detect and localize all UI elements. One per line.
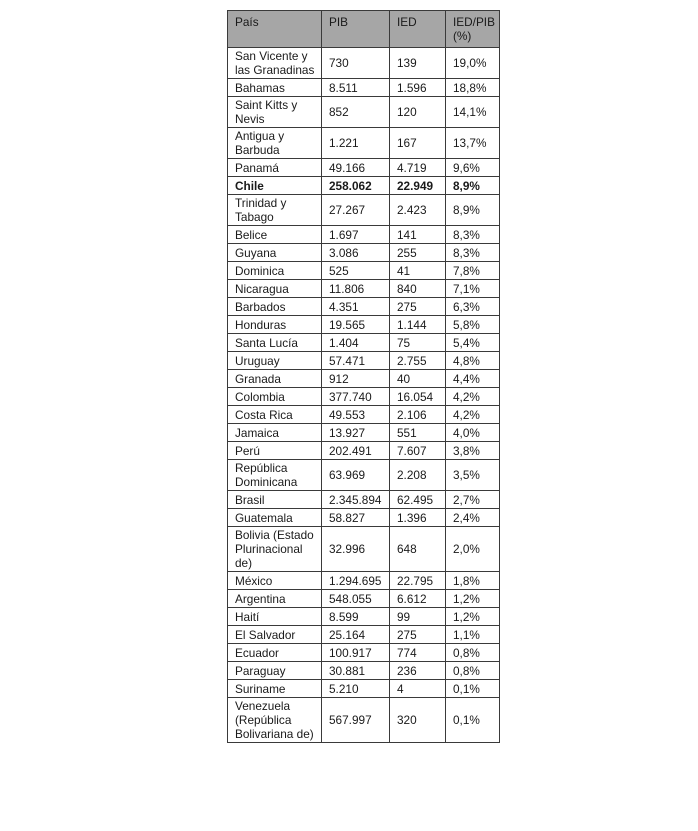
cell-country: Dominica xyxy=(228,262,322,280)
table-row xyxy=(228,262,500,280)
cell-ied: 2.106 xyxy=(390,406,446,424)
cell-country: Venezuela (República Bolivariana de) xyxy=(228,698,322,743)
cell-pib: 1.221 xyxy=(322,128,390,159)
header-ied: IED xyxy=(390,11,446,48)
cell-ied: 139 xyxy=(390,48,446,79)
cell-ied-pib: 4,2% xyxy=(446,406,500,424)
cell-ied-pib: 4,4% xyxy=(446,370,500,388)
cell-pib: 852 xyxy=(322,97,390,128)
cell-pib: 49.553 xyxy=(322,406,390,424)
table-row xyxy=(228,590,500,608)
cell-ied-pib: 3,5% xyxy=(446,460,500,491)
cell-pib: 730 xyxy=(322,48,390,79)
table-header xyxy=(228,11,500,48)
cell-pib: 5.210 xyxy=(322,680,390,698)
cell-country: Perú xyxy=(228,442,322,460)
cell-ied: 167 xyxy=(390,128,446,159)
cell-country: Santa Lucía xyxy=(228,334,322,352)
cell-ied-pib: 1,1% xyxy=(446,626,500,644)
cell-ied-pib: 7,1% xyxy=(446,280,500,298)
cell-ied-pib: 1,8% xyxy=(446,572,500,590)
table-row xyxy=(228,177,500,195)
cell-ied: 2.423 xyxy=(390,195,446,226)
cell-ied: 2.208 xyxy=(390,460,446,491)
cell-ied-pib: 2,7% xyxy=(446,491,500,509)
cell-pib: 1.697 xyxy=(322,226,390,244)
cell-pib: 49.166 xyxy=(322,159,390,177)
cell-ied: 16.054 xyxy=(390,388,446,406)
cell-ied: 6.612 xyxy=(390,590,446,608)
cell-pib: 1.404 xyxy=(322,334,390,352)
cell-country: Panamá xyxy=(228,159,322,177)
cell-pib: 377.740 xyxy=(322,388,390,406)
cell-ied-pib: 8,3% xyxy=(446,244,500,262)
cell-ied-pib: 8,3% xyxy=(446,226,500,244)
cell-ied: 840 xyxy=(390,280,446,298)
cell-ied-pib: 14,1% xyxy=(446,97,500,128)
cell-country: Ecuador xyxy=(228,644,322,662)
header-ied-pib: IED/PIB (%) xyxy=(446,11,500,48)
cell-ied: 75 xyxy=(390,334,446,352)
cell-country: Bahamas xyxy=(228,79,322,97)
cell-country: Granada xyxy=(228,370,322,388)
table-row xyxy=(228,406,500,424)
cell-ied: 120 xyxy=(390,97,446,128)
table-row xyxy=(228,572,500,590)
cell-pib: 8.599 xyxy=(322,608,390,626)
table-row xyxy=(228,509,500,527)
cell-ied-pib: 4,8% xyxy=(446,352,500,370)
cell-ied-pib: 19,0% xyxy=(446,48,500,79)
cell-ied: 275 xyxy=(390,298,446,316)
cell-country: Antigua y Barbuda xyxy=(228,128,322,159)
table-row xyxy=(228,298,500,316)
table-row xyxy=(228,128,500,159)
table-row xyxy=(228,698,500,743)
table-row xyxy=(228,527,500,572)
cell-ied-pib: 8,9% xyxy=(446,177,500,195)
cell-ied: 22.795 xyxy=(390,572,446,590)
cell-country: Honduras xyxy=(228,316,322,334)
cell-ied-pib: 8,9% xyxy=(446,195,500,226)
cell-ied-pib: 2,4% xyxy=(446,509,500,527)
table-row xyxy=(228,48,500,79)
cell-ied-pib: 5,8% xyxy=(446,316,500,334)
cell-pib: 567.997 xyxy=(322,698,390,743)
cell-ied-pib: 0,1% xyxy=(446,698,500,743)
table-row xyxy=(228,79,500,97)
cell-country: Paraguay xyxy=(228,662,322,680)
header-pais: País xyxy=(228,11,322,48)
cell-ied-pib: 4,2% xyxy=(446,388,500,406)
cell-ied: 236 xyxy=(390,662,446,680)
cell-pib: 8.511 xyxy=(322,79,390,97)
cell-pib: 32.996 xyxy=(322,527,390,572)
cell-country: Argentina xyxy=(228,590,322,608)
cell-pib: 27.267 xyxy=(322,195,390,226)
cell-ied-pib: 0,8% xyxy=(446,662,500,680)
table-row xyxy=(228,491,500,509)
cell-ied-pib: 9,6% xyxy=(446,159,500,177)
cell-country: Guyana xyxy=(228,244,322,262)
cell-ied-pib: 6,3% xyxy=(446,298,500,316)
table-row xyxy=(228,424,500,442)
cell-ied: 1.596 xyxy=(390,79,446,97)
cell-pib: 100.917 xyxy=(322,644,390,662)
cell-ied: 255 xyxy=(390,244,446,262)
cell-pib: 63.969 xyxy=(322,460,390,491)
table-row xyxy=(228,316,500,334)
cell-pib: 4.351 xyxy=(322,298,390,316)
cell-country: Chile xyxy=(228,177,322,195)
table-row xyxy=(228,280,500,298)
cell-ied-pib: 13,7% xyxy=(446,128,500,159)
cell-country: Colombia xyxy=(228,388,322,406)
cell-ied: 62.495 xyxy=(390,491,446,509)
table-row xyxy=(228,626,500,644)
cell-country: San Vicente y las Granadinas xyxy=(228,48,322,79)
table-row xyxy=(228,644,500,662)
cell-country: Nicaragua xyxy=(228,280,322,298)
table-row xyxy=(228,680,500,698)
cell-country: Belice xyxy=(228,226,322,244)
cell-pib: 1.294.695 xyxy=(322,572,390,590)
cell-ied: 7.607 xyxy=(390,442,446,460)
table-row xyxy=(228,442,500,460)
cell-country: República Dominicana xyxy=(228,460,322,491)
cell-country: Saint Kitts y Nevis xyxy=(228,97,322,128)
cell-ied-pib: 1,2% xyxy=(446,590,500,608)
cell-country: México xyxy=(228,572,322,590)
cell-ied: 551 xyxy=(390,424,446,442)
cell-ied: 2.755 xyxy=(390,352,446,370)
cell-country: Barbados xyxy=(228,298,322,316)
cell-ied: 22.949 xyxy=(390,177,446,195)
cell-ied-pib: 0,8% xyxy=(446,644,500,662)
cell-country: Bolivia (Estado Plurinacional de) xyxy=(228,527,322,572)
cell-pib: 25.164 xyxy=(322,626,390,644)
cell-pib: 548.055 xyxy=(322,590,390,608)
cell-ied-pib: 0,1% xyxy=(446,680,500,698)
table-row xyxy=(228,226,500,244)
cell-country: Haití xyxy=(228,608,322,626)
table-row xyxy=(228,97,500,128)
cell-pib: 11.806 xyxy=(322,280,390,298)
cell-ied-pib: 4,0% xyxy=(446,424,500,442)
cell-pib: 57.471 xyxy=(322,352,390,370)
header-row xyxy=(228,11,500,48)
cell-ied-pib: 2,0% xyxy=(446,527,500,572)
table-row xyxy=(228,195,500,226)
cell-ied: 648 xyxy=(390,527,446,572)
cell-pib: 258.062 xyxy=(322,177,390,195)
cell-country: Guatemala xyxy=(228,509,322,527)
cell-country: Brasil xyxy=(228,491,322,509)
data-table xyxy=(227,10,500,743)
cell-country: Costa Rica xyxy=(228,406,322,424)
header-pib: PIB xyxy=(322,11,390,48)
table-row xyxy=(228,370,500,388)
table-row xyxy=(228,608,500,626)
table-body xyxy=(228,48,500,743)
cell-pib: 912 xyxy=(322,370,390,388)
cell-pib: 2.345.894 xyxy=(322,491,390,509)
cell-ied: 4 xyxy=(390,680,446,698)
cell-ied: 99 xyxy=(390,608,446,626)
cell-country: Uruguay xyxy=(228,352,322,370)
cell-ied: 141 xyxy=(390,226,446,244)
cell-ied: 41 xyxy=(390,262,446,280)
cell-ied-pib: 18,8% xyxy=(446,79,500,97)
table-row xyxy=(228,244,500,262)
cell-ied-pib: 5,4% xyxy=(446,334,500,352)
cell-country: Suriname xyxy=(228,680,322,698)
table-row xyxy=(228,334,500,352)
cell-ied: 774 xyxy=(390,644,446,662)
cell-ied: 1.144 xyxy=(390,316,446,334)
table-row xyxy=(228,460,500,491)
cell-pib: 202.491 xyxy=(322,442,390,460)
cell-pib: 19.565 xyxy=(322,316,390,334)
cell-pib: 58.827 xyxy=(322,509,390,527)
cell-pib: 13.927 xyxy=(322,424,390,442)
cell-country: El Salvador xyxy=(228,626,322,644)
cell-ied: 275 xyxy=(390,626,446,644)
table-row xyxy=(228,352,500,370)
table-row xyxy=(228,159,500,177)
table-row xyxy=(228,388,500,406)
cell-ied-pib: 3,8% xyxy=(446,442,500,460)
cell-ied: 1.396 xyxy=(390,509,446,527)
cell-ied: 40 xyxy=(390,370,446,388)
cell-country: Trinidad y Tabago xyxy=(228,195,322,226)
cell-pib: 525 xyxy=(322,262,390,280)
cell-ied: 4.719 xyxy=(390,159,446,177)
cell-pib: 3.086 xyxy=(322,244,390,262)
cell-pib: 30.881 xyxy=(322,662,390,680)
cell-ied-pib: 7,8% xyxy=(446,262,500,280)
table-row xyxy=(228,662,500,680)
cell-country: Jamaica xyxy=(228,424,322,442)
cell-ied: 320 xyxy=(390,698,446,743)
cell-ied-pib: 1,2% xyxy=(446,608,500,626)
